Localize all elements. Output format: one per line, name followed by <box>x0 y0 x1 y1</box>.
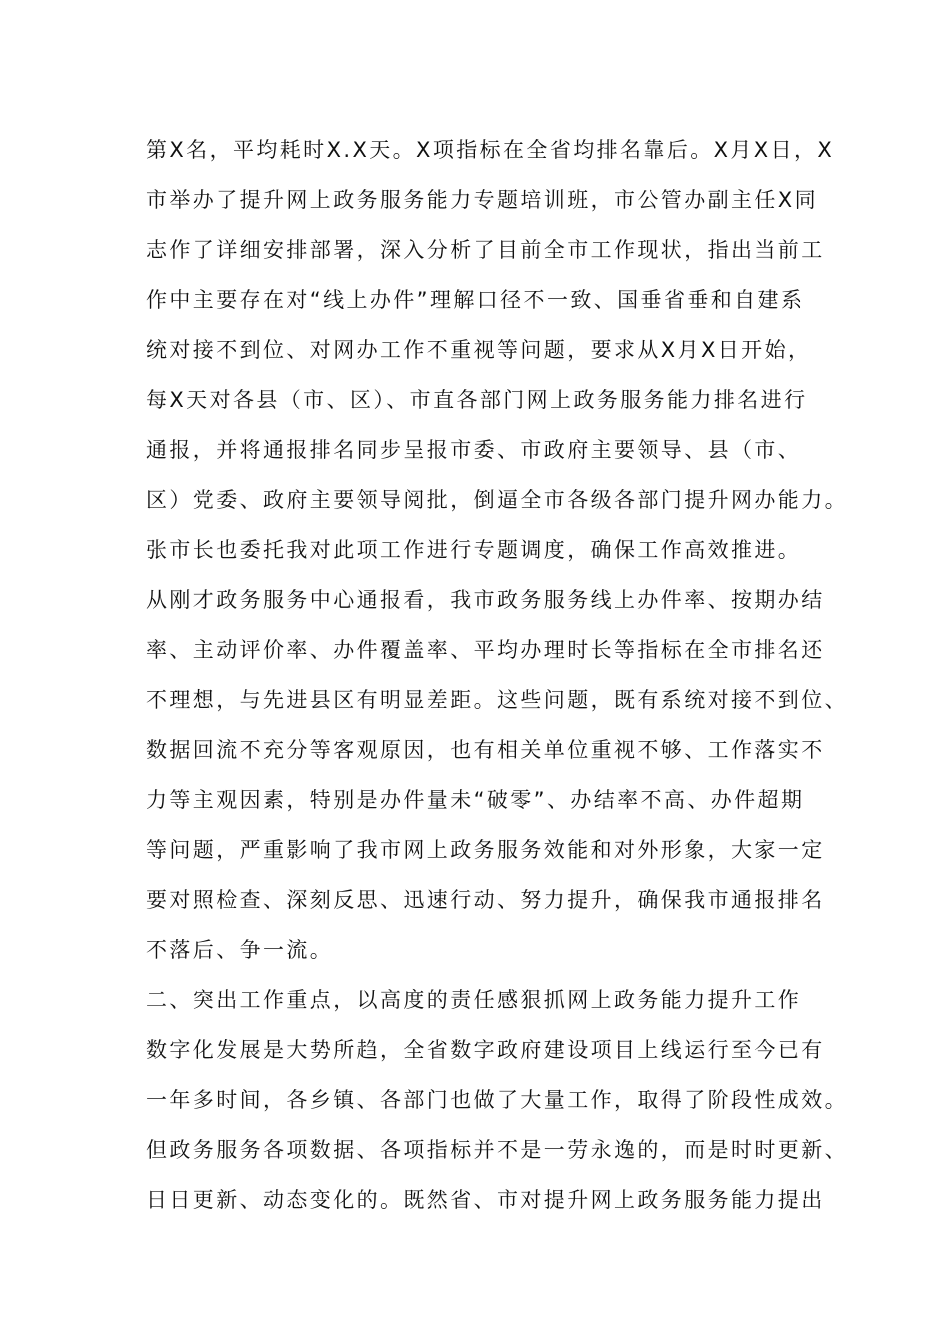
text-line: 等问题，严重影响了我市网上政务服务效能和对外形象，大家一定 <box>146 838 825 862</box>
text-line: 不落后、争一流。 <box>146 938 334 962</box>
text-line: 区）党委、政府主要领导阅批，倒逼全市各级各部门提升网办能力。 <box>146 488 848 512</box>
text-line: 日日更新、动态变化的。既然省、市对提升网上政务服务能力提出 <box>146 1188 825 1212</box>
text-line: 力等主观因素，特别是办件量未“破零”、办结率不高、办件超期 <box>146 788 805 812</box>
text-line: 要对照检查、深刻反思、迅速行动、努力提升，确保我市通报排名 <box>146 888 825 912</box>
text-line: 但政务服务各项数据、各项指标并不是一劳永逸的，而是时时更新、 <box>146 1138 848 1162</box>
text-line: 市举办了提升网上政务服务能力专题培训班，市公管办副主任X同 <box>146 188 818 212</box>
section-heading: 二、突出工作重点，以高度的责任感狠抓网上政务能力提升工作 <box>146 988 802 1012</box>
text-line: 第X名，平均耗时X.X天。X项指标在全省均排名靠后。X月X日，X <box>146 138 835 162</box>
text-line: 不理想，与先进县区有明显差距。这些问题，既有系统对接不到位、 <box>146 688 848 712</box>
text-line: 一年多时间，各乡镇、各部门也做了大量工作，取得了阶段性成效。 <box>146 1088 848 1112</box>
text-line: 统对接不到位、对网办工作不重视等问题，要求从X月X日开始， <box>146 338 812 362</box>
text-line: 率、主动评价率、办件覆盖率、平均办理时长等指标在全市排名还 <box>146 638 825 662</box>
text-line: 从刚才政务服务中心通报看，我市政务服务线上办件率、按期办结 <box>146 588 825 612</box>
text-line: 数字化发展是大势所趋，全省数字政府建设项目上线运行至今已有 <box>146 1038 825 1062</box>
text-line: 数据回流不充分等客观原因，也有相关单位重视不够、工作落实不 <box>146 738 825 762</box>
text-line: 作中主要存在对“线上办件”理解口径不一致、国垂省垂和自建系 <box>146 288 805 312</box>
text-line: 张市长也委托我对此项工作进行专题调度，确保工作高效推进。 <box>146 538 802 562</box>
text-line: 志作了详细安排部署，深入分析了目前全市工作现状，指出当前工 <box>146 238 825 262</box>
text-line: 通报，并将通报排名同步呈报市委、市政府主要领导、县（市、 <box>146 438 802 462</box>
text-line: 每X天对各县（市、区）、市直各部门网上政务服务能力排名进行 <box>146 388 808 412</box>
